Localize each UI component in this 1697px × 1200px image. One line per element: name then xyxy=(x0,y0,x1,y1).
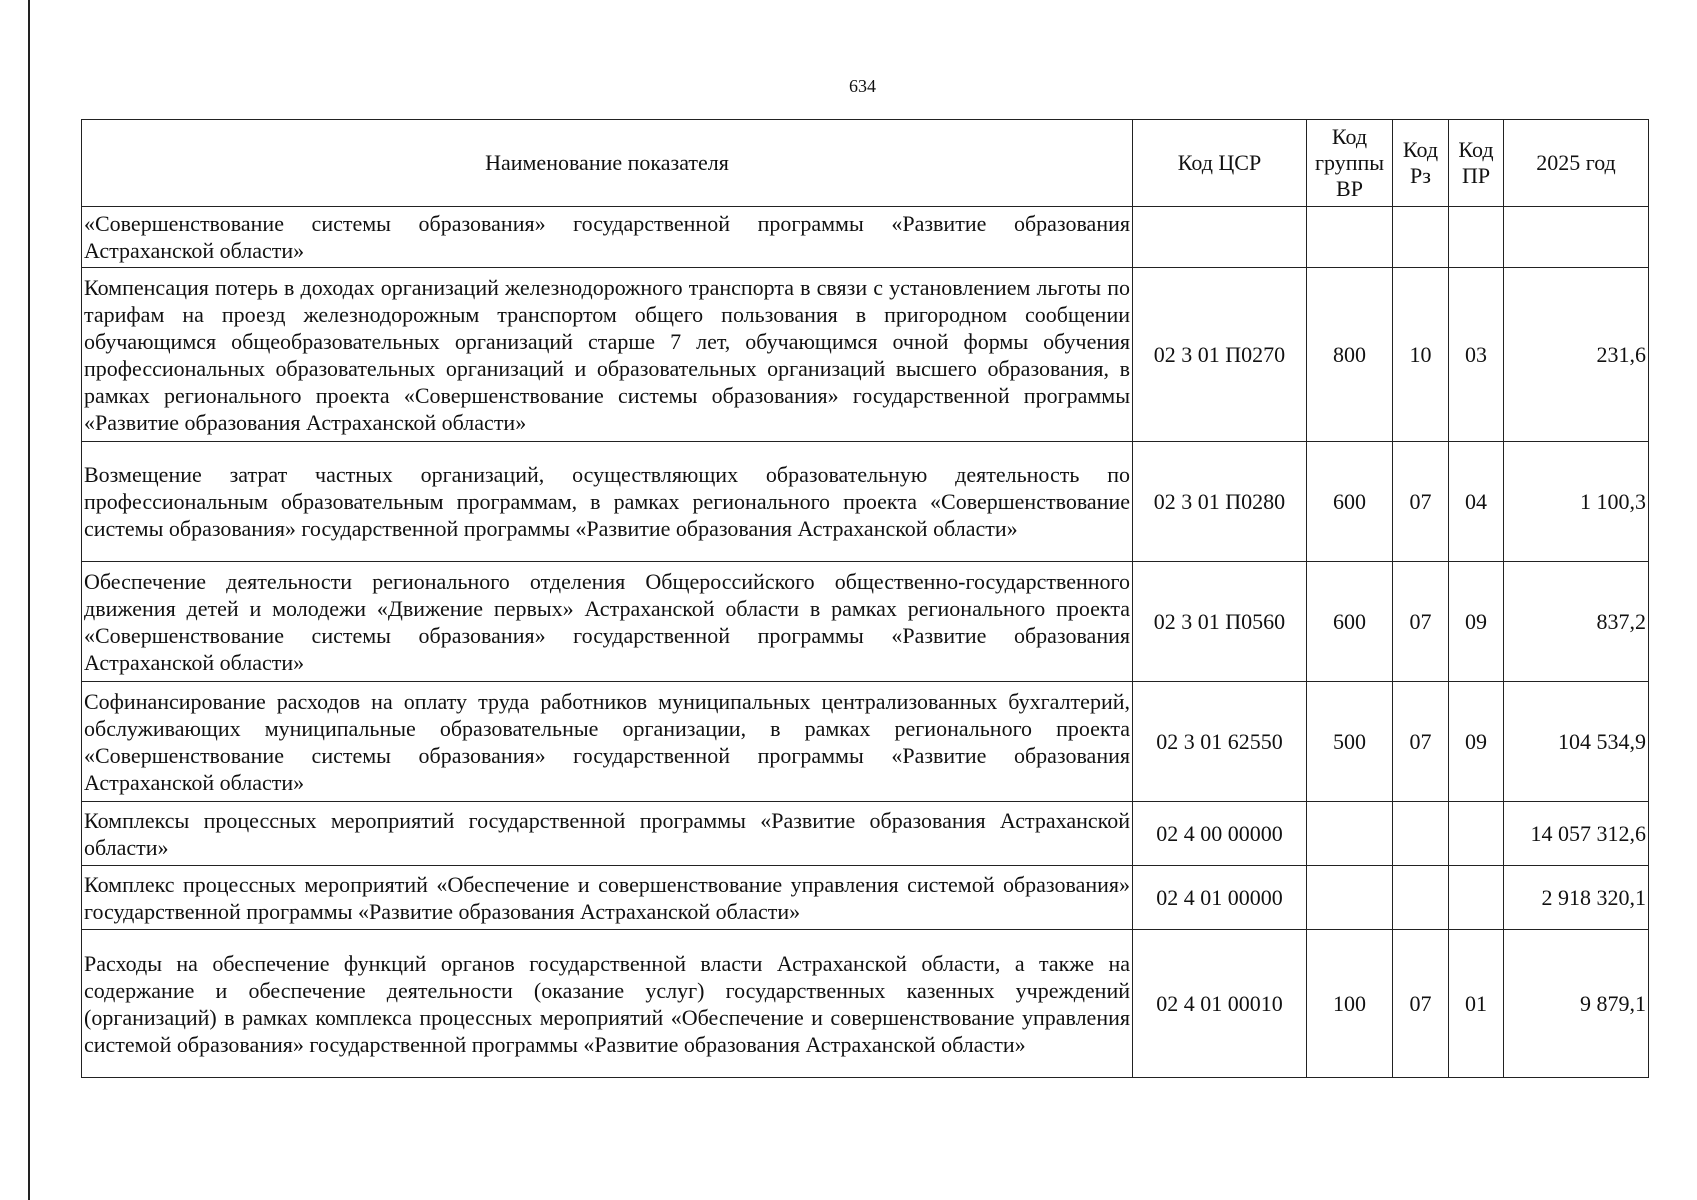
row-csr-code: 02 4 01 00010 xyxy=(1133,930,1307,1078)
row-name: Расходы на обеспечение функций органов государственной власти Астраханской области, а также на содержание и обеспечение деятельности (оказание услуг) государственных казенных учреждений (организаций) в рамках комплекса процессных мероприятий «Обеспечение и совершенствование управления системой образования» государственной программы «Развитие образования Астраханской области» xyxy=(82,930,1133,1078)
row-rz-code: 07 xyxy=(1393,930,1449,1078)
row-pr-code: 09 xyxy=(1449,682,1504,802)
header-rz-code: Код Рз xyxy=(1393,120,1449,207)
row-name: Возмещение затрат частных организаций, осуществляющих образовательную деятельность по профессиональным образовательным программам, в рамках регионального проекта «Совершенствование системы образования» государственной программы «Развитие образования Астраханской области» xyxy=(82,442,1133,562)
row-vr-code: 600 xyxy=(1307,562,1393,682)
row-amount: 14 057 312,6 xyxy=(1504,802,1649,866)
header-name: Наименование показателя xyxy=(82,120,1133,207)
page-number: 634 xyxy=(849,76,876,96)
row-amount: 231,6 xyxy=(1504,268,1649,442)
row-name: Комплексы процессных мероприятий государственной программы «Развитие образования Астраханской области» xyxy=(82,802,1133,866)
row-vr-code: 600 xyxy=(1307,442,1393,562)
row-pr-code: 09 xyxy=(1449,562,1504,682)
row-rz-code xyxy=(1393,802,1449,866)
table-header-row xyxy=(82,120,1649,207)
row-vr-code xyxy=(1307,866,1393,930)
row-csr-code: 02 4 00 00000 xyxy=(1133,802,1307,866)
table-row xyxy=(82,562,1649,682)
row-amount: 837,2 xyxy=(1504,562,1649,682)
row-rz-code xyxy=(1393,207,1449,268)
row-csr-code: 02 3 01 П0560 xyxy=(1133,562,1307,682)
row-vr-code: 800 xyxy=(1307,268,1393,442)
table-row xyxy=(82,207,1649,268)
row-pr-code: 01 xyxy=(1449,930,1504,1078)
left-margin-line xyxy=(28,0,30,1200)
row-csr-code: 02 3 01 П0280 xyxy=(1133,442,1307,562)
row-rz-code: 07 xyxy=(1393,442,1449,562)
row-vr-code: 500 xyxy=(1307,682,1393,802)
table-row xyxy=(82,682,1649,802)
header-pr-code: Код ПР xyxy=(1449,120,1504,207)
row-pr-code: 04 xyxy=(1449,442,1504,562)
row-amount: 2 918 320,1 xyxy=(1504,866,1649,930)
row-name: Софинансирование расходов на оплату труда работников муниципальных централизованных бухгалтерий, обслуживающих муниципальные образовательные организации, в рамках регионального проекта «Совершенствование системы образования» государственной программы «Развитие образования Астраханской области» xyxy=(82,682,1133,802)
header-csr-code: Код ЦСР xyxy=(1133,120,1307,207)
row-pr-code xyxy=(1449,207,1504,268)
header-vr-code: Код группы ВР xyxy=(1307,120,1393,207)
row-amount: 9 879,1 xyxy=(1504,930,1649,1078)
row-amount: 104 534,9 xyxy=(1504,682,1649,802)
row-csr-code: 02 3 01 62550 xyxy=(1133,682,1307,802)
row-amount: 1 100,3 xyxy=(1504,442,1649,562)
table-row xyxy=(82,802,1649,866)
table-row xyxy=(82,930,1649,1078)
header-year: 2025 год xyxy=(1504,120,1649,207)
row-rz-code xyxy=(1393,866,1449,930)
table-row xyxy=(82,442,1649,562)
budget-table xyxy=(81,119,1649,1078)
row-rz-code: 10 xyxy=(1393,268,1449,442)
row-pr-code xyxy=(1449,802,1504,866)
row-name: Обеспечение деятельности регионального отделения Общероссийского общественно-государственного движения детей и молодежи «Движение первых» Астраханской области в рамках регионального проекта «Совершенствование системы образования» государственной программы «Развитие образования Астраханской области» xyxy=(82,562,1133,682)
row-amount xyxy=(1504,207,1649,268)
row-csr-code: 02 4 01 00000 xyxy=(1133,866,1307,930)
row-rz-code: 07 xyxy=(1393,682,1449,802)
row-vr-code: 100 xyxy=(1307,930,1393,1078)
table-row xyxy=(82,268,1649,442)
row-vr-code xyxy=(1307,207,1393,268)
row-name: «Совершенствование системы образования» государственной программы «Развитие образования Астраханской области» xyxy=(82,207,1133,268)
row-pr-code xyxy=(1449,866,1504,930)
row-name: Комплекс процессных мероприятий «Обеспечение и совершенствование управления системой образования» государственной программы «Развитие образования Астраханской области» xyxy=(82,866,1133,930)
row-csr-code xyxy=(1133,207,1307,268)
row-name: Компенсация потерь в доходах организаций железнодорожного транспорта в связи с установлением льготы по тарифам на проезд железнодорожным транспортом общего пользования в пригородном сообщении обучающимся общеобразовательных организаций старше 7 лет, обучающимся очной формы обучения профессиональных образовательных организаций и образовательных организаций высшего образования, в рамках регионального проекта «Совершенствование системы образования» государственной программы «Развитие образования Астраханской области» xyxy=(82,268,1133,442)
row-rz-code: 07 xyxy=(1393,562,1449,682)
row-csr-code: 02 3 01 П0270 xyxy=(1133,268,1307,442)
table-row xyxy=(82,866,1649,930)
row-pr-code: 03 xyxy=(1449,268,1504,442)
row-vr-code xyxy=(1307,802,1393,866)
